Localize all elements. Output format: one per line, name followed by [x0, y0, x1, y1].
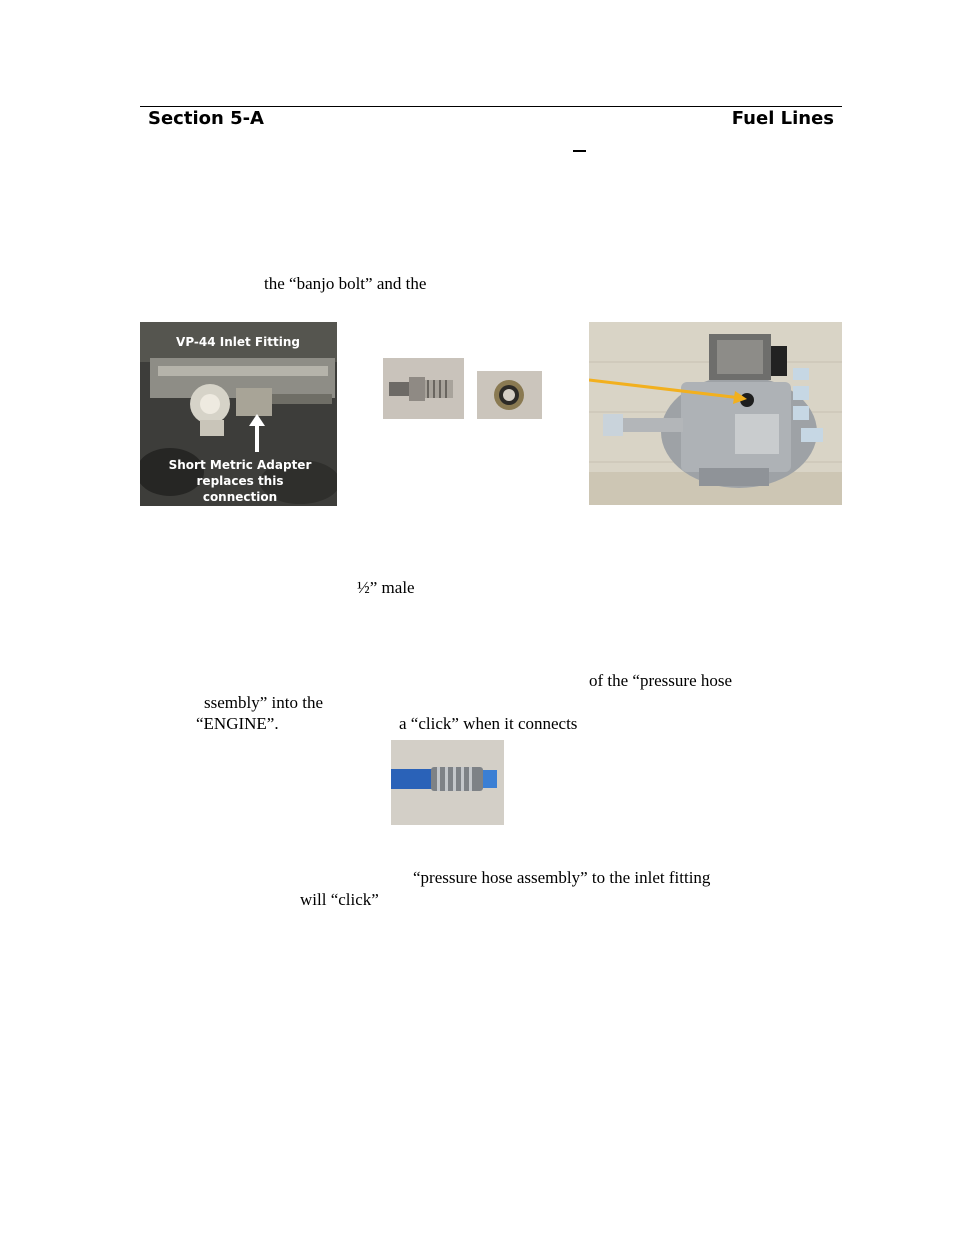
inlet-caption-line-1: Short Metric Adapter: [168, 458, 312, 472]
section-label: Section 5-A: [148, 108, 264, 129]
paragraph-pressure-hose-1: of the “pressure hose: [589, 671, 733, 690]
paragraph-pressure-hose-2: ssembly” into the: [204, 693, 323, 712]
header-rule: [140, 106, 842, 107]
inlet-caption-line-3: connection: [202, 490, 278, 504]
injection-pump-photo: [589, 322, 842, 505]
paragraph-male: ½” male: [357, 578, 415, 597]
adapter-image: [383, 358, 464, 419]
paragraph-banjo: the “banjo bolt” and the: [264, 274, 427, 293]
inlet-caption-top: VP-44 Inlet Fitting: [176, 335, 300, 349]
inlet-fitting-image: [140, 322, 337, 506]
page-title: Fuel Lines: [731, 108, 834, 129]
paragraph-inlet-fitting: “pressure hose assembly” to the inlet fitting: [413, 868, 711, 887]
washer-photo: [477, 371, 542, 419]
hose-fitting-image: [391, 740, 504, 825]
dash-mark: [573, 150, 586, 152]
washer-image: [477, 371, 542, 419]
inlet-fitting-photo: [140, 322, 337, 506]
inlet-caption-line-2: replaces this: [196, 474, 284, 488]
adapter-photo: [383, 358, 464, 419]
paragraph-engine: “ENGINE”.: [196, 714, 279, 733]
paragraph-click-connects: a “click” when it connects: [399, 714, 578, 733]
injection-pump-image: [589, 322, 842, 505]
paragraph-will-click: will “click”: [300, 890, 379, 909]
hose-fitting-photo: [391, 740, 504, 825]
